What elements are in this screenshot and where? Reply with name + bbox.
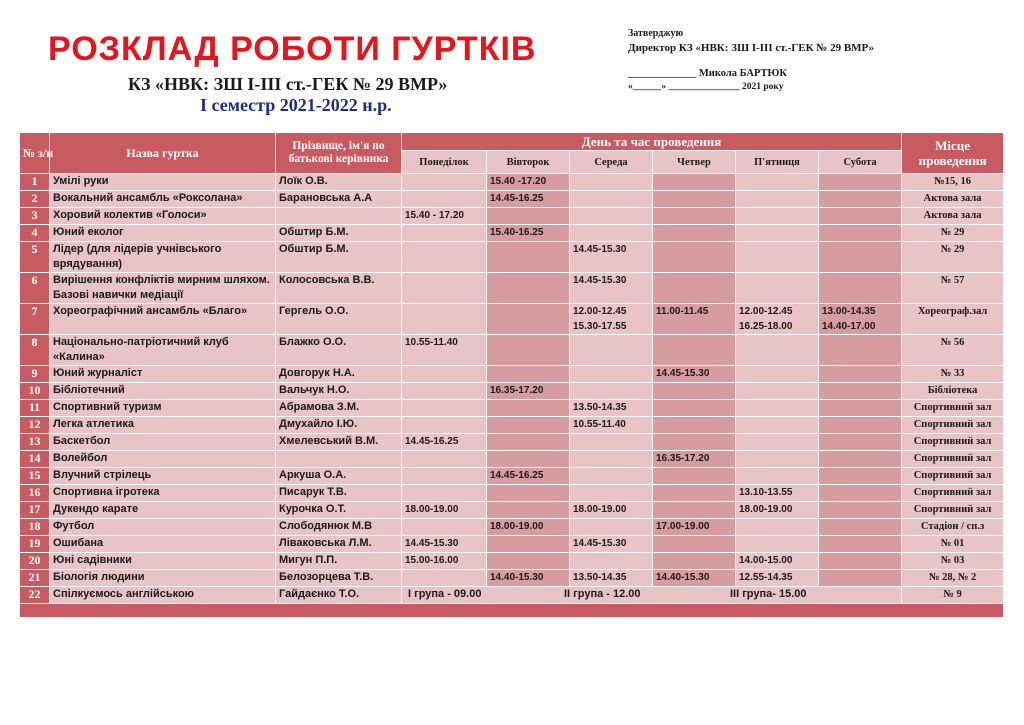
approval-director: Директор КЗ «НВК: ЗШ І-ІІІ ст.-ГЕК № 29 ВМР» xyxy=(628,42,875,54)
time-cell-mon xyxy=(402,225,487,242)
time-cell-fri: 12.55-14.35 xyxy=(736,570,819,587)
table-row xyxy=(20,366,1004,383)
time-cell-fri: 18.00-19.00 xyxy=(736,502,819,519)
teacher-name: Абрамова З.М. xyxy=(276,400,402,417)
time-cell-wed xyxy=(570,383,653,400)
table-row xyxy=(20,519,1004,536)
club-name: Юний журналіст xyxy=(50,366,276,383)
club-name: Юні садівники xyxy=(50,553,276,570)
club-name: Національно-патріотичний клуб «Калина» xyxy=(50,335,276,366)
time-cell-tue: 18.00-19.00 xyxy=(487,519,570,536)
approval-heading: Затверджую xyxy=(628,28,684,39)
row-number: 6 xyxy=(20,273,50,304)
time-cell-fri: 12.00-12.45 16.25-18.00 xyxy=(736,304,819,335)
time-cell-sat xyxy=(819,242,902,273)
time-cell-sat: 13.00-14.35 14.40-17.00 xyxy=(819,304,902,335)
header-day-friday: П'ятниця xyxy=(736,151,819,174)
room-place: Актова зала xyxy=(902,208,1004,225)
table-row xyxy=(20,451,1004,468)
time-cell-sat xyxy=(819,225,902,242)
table-row xyxy=(20,570,1004,587)
time-cell-tue xyxy=(487,417,570,434)
time-cell-fri xyxy=(736,434,819,451)
header-place: Місце проведення xyxy=(902,133,1004,174)
teacher-name: Слободянюк М.В xyxy=(276,519,402,536)
room-place: № 01 xyxy=(902,536,1004,553)
row-number: 4 xyxy=(20,225,50,242)
time-cell-thu xyxy=(653,502,736,519)
table-row xyxy=(20,242,1004,273)
table-row xyxy=(20,191,1004,208)
header-day-thursday: Четвер xyxy=(653,151,736,174)
time-cell-sat xyxy=(819,335,902,366)
time-cell-mon xyxy=(402,485,487,502)
row-number: 8 xyxy=(20,335,50,366)
time-cell-fri xyxy=(736,417,819,434)
club-name: Волейбол xyxy=(50,451,276,468)
time-cell-sat xyxy=(819,553,902,570)
time-cell-sat xyxy=(819,502,902,519)
table-footer-row xyxy=(20,604,1004,618)
time-cell-fri xyxy=(736,242,819,273)
time-cell-mon xyxy=(402,400,487,417)
table-row xyxy=(20,587,1004,604)
time-cell-fri xyxy=(736,383,819,400)
room-place: Хореограф.зал xyxy=(902,304,1004,335)
table-row xyxy=(20,485,1004,502)
time-cell-wed xyxy=(570,451,653,468)
footer-band xyxy=(20,604,1004,618)
time-cell-thu xyxy=(653,225,736,242)
time-cell-mon xyxy=(402,451,487,468)
time-cell-sat xyxy=(819,434,902,451)
time-cell-fri xyxy=(736,468,819,485)
club-name: Бібліотечний xyxy=(50,383,276,400)
time-cell-fri: 14.00-15.00 xyxy=(736,553,819,570)
time-cell-wed xyxy=(570,366,653,383)
time-cell-thu xyxy=(653,553,736,570)
table-row xyxy=(20,383,1004,400)
time-cell-wed: 13.50-14.35 xyxy=(570,400,653,417)
time-cell-wed xyxy=(570,335,653,366)
time-cell-sat xyxy=(819,485,902,502)
row-number: 2 xyxy=(20,191,50,208)
time-cell-wed xyxy=(570,485,653,502)
row-number: 15 xyxy=(20,468,50,485)
row-number: 5 xyxy=(20,242,50,273)
row-number: 9 xyxy=(20,366,50,383)
row-number: 1 xyxy=(20,174,50,191)
time-cell-fri xyxy=(736,335,819,366)
time-cell-mon xyxy=(402,570,487,587)
group-2-time: ІІ група - 12.00 xyxy=(564,588,641,600)
time-cell-sat xyxy=(819,400,902,417)
time-cell-mon xyxy=(402,191,487,208)
time-cell-wed xyxy=(570,553,653,570)
club-name: Умілі руки xyxy=(50,174,276,191)
header-day-tuesday: Вівторок xyxy=(487,151,570,174)
club-name: Спілкуємось англійською xyxy=(50,587,276,604)
row-number: 3 xyxy=(20,208,50,225)
table-row xyxy=(20,536,1004,553)
time-cell-wed xyxy=(570,208,653,225)
page-title: РОЗКЛАД РОБОТИ ГУРТКІВ xyxy=(48,30,537,68)
time-cell-wed: 10.55-11.40 xyxy=(570,417,653,434)
school-name: КЗ «НВК: ЗШ І-ІІІ ст.-ГЕК № 29 ВМР» xyxy=(128,74,448,94)
time-cell-mon: 14.45-16.25 xyxy=(402,434,487,451)
teacher-name: Курочка О.Т. xyxy=(276,502,402,519)
time-cell-wed xyxy=(570,434,653,451)
time-cell-fri xyxy=(736,536,819,553)
table-row xyxy=(20,553,1004,570)
time-cell-mon xyxy=(402,366,487,383)
time-cell-wed xyxy=(570,191,653,208)
time-cell-tue xyxy=(487,434,570,451)
room-place: Стадіон / сп.з xyxy=(902,519,1004,536)
time-cell-sat xyxy=(819,191,902,208)
time-cell-fri xyxy=(736,400,819,417)
time-cell-sat xyxy=(819,570,902,587)
time-cell-mon xyxy=(402,273,487,304)
teacher-name: Обштир Б.М. xyxy=(276,242,402,273)
table-row xyxy=(20,502,1004,519)
room-place: № 29 xyxy=(902,242,1004,273)
group-times xyxy=(402,587,902,604)
row-number: 13 xyxy=(20,434,50,451)
row-number: 16 xyxy=(20,485,50,502)
club-name: Вирішення конфліктів мирним шляхом. Базові навички медіації xyxy=(50,273,276,304)
header-name: Назва гуртка xyxy=(50,133,276,174)
teacher-name: Ліваковська Л.М. xyxy=(276,536,402,553)
table-row xyxy=(20,208,1004,225)
row-number: 21 xyxy=(20,570,50,587)
time-cell-mon xyxy=(402,242,487,273)
room-place: Спортивний зал xyxy=(902,502,1004,519)
time-cell-thu xyxy=(653,242,736,273)
table-row xyxy=(20,400,1004,417)
header-teacher: Прізвище, ім'я по батькові керівника xyxy=(276,133,402,174)
time-cell-thu: 14.45-15.30 xyxy=(653,366,736,383)
row-number: 20 xyxy=(20,553,50,570)
header-day-saturday: Субота xyxy=(819,151,902,174)
time-cell-sat xyxy=(819,417,902,434)
time-cell-thu xyxy=(653,174,736,191)
time-cell-wed: 14.45-15.30 xyxy=(570,536,653,553)
row-number: 19 xyxy=(20,536,50,553)
club-name: Хореографічний ансамбль «Благо» xyxy=(50,304,276,335)
time-cell-wed xyxy=(570,174,653,191)
time-cell-thu xyxy=(653,383,736,400)
time-cell-sat xyxy=(819,383,902,400)
room-place: № 29 xyxy=(902,225,1004,242)
time-cell-tue: 15.40-16.25 xyxy=(487,225,570,242)
time-cell-wed: 18.00-19.00 xyxy=(570,502,653,519)
table-row xyxy=(20,225,1004,242)
row-number: 12 xyxy=(20,417,50,434)
time-cell-fri xyxy=(736,174,819,191)
time-cell-thu xyxy=(653,485,736,502)
time-cell-wed: 14.45-15.30 xyxy=(570,273,653,304)
club-name: Спортивний туризм xyxy=(50,400,276,417)
time-cell-thu: 16.35-17.20 xyxy=(653,451,736,468)
room-place: Спортивний зал xyxy=(902,451,1004,468)
time-cell-sat xyxy=(819,366,902,383)
time-cell-tue xyxy=(487,208,570,225)
club-name: Юний еколог xyxy=(50,225,276,242)
teacher-name: Барановська А.А xyxy=(276,191,402,208)
time-cell-mon xyxy=(402,417,487,434)
schedule-table xyxy=(19,132,1004,618)
time-cell-tue xyxy=(487,304,570,335)
time-cell-sat xyxy=(819,536,902,553)
time-cell-fri xyxy=(736,519,819,536)
semester-label: І семестр 2021-2022 н.р. xyxy=(200,95,392,115)
row-number: 14 xyxy=(20,451,50,468)
club-name: Футбол xyxy=(50,519,276,536)
club-name: Влучний стрілець xyxy=(50,468,276,485)
time-cell-thu xyxy=(653,434,736,451)
time-cell-wed: 12.00-12.45 15.30-17.55 xyxy=(570,304,653,335)
room-place: Спортивний зал xyxy=(902,434,1004,451)
room-place: № 03 xyxy=(902,553,1004,570)
time-cell-wed: 13.50-14.35 xyxy=(570,570,653,587)
teacher-name: Хмелевський В.М. xyxy=(276,434,402,451)
time-cell-mon: 14.45-15.30 xyxy=(402,536,487,553)
room-place: Актова зала xyxy=(902,191,1004,208)
teacher-name: Лоїк О.В. xyxy=(276,174,402,191)
teacher-name: Гергель О.О. xyxy=(276,304,402,335)
time-cell-wed: 14.45-15.30 xyxy=(570,242,653,273)
club-name: Легка атлетика xyxy=(50,417,276,434)
time-cell-fri xyxy=(736,191,819,208)
room-place: № 57 xyxy=(902,273,1004,304)
teacher-name: Гайдаєнко Т.О. xyxy=(276,587,402,604)
club-name: Ошибана xyxy=(50,536,276,553)
table-row xyxy=(20,434,1004,451)
room-place: Спортивний зал xyxy=(902,417,1004,434)
time-cell-tue xyxy=(487,451,570,468)
time-cell-tue xyxy=(487,335,570,366)
room-place: Спортивний зал xyxy=(902,400,1004,417)
time-cell-sat xyxy=(819,451,902,468)
table-row xyxy=(20,174,1004,191)
time-cell-mon xyxy=(402,304,487,335)
row-number: 22 xyxy=(20,587,50,604)
room-place: Спортивний зал xyxy=(902,485,1004,502)
time-cell-fri xyxy=(736,225,819,242)
header-day-monday: Понеділок xyxy=(402,151,487,174)
time-cell-mon xyxy=(402,519,487,536)
time-cell-tue: 14.45-16.25 xyxy=(487,191,570,208)
time-cell-wed xyxy=(570,225,653,242)
club-name: Біологія людини xyxy=(50,570,276,587)
time-cell-mon xyxy=(402,383,487,400)
group-3-time: ІІІ група- 15.00 xyxy=(730,588,807,600)
room-place: № 33 xyxy=(902,366,1004,383)
header-num: № з/п xyxy=(20,133,50,174)
approval-date: «______» _______________ 2021 року xyxy=(628,82,784,92)
row-number: 18 xyxy=(20,519,50,536)
time-cell-mon: 18.00-19.00 xyxy=(402,502,487,519)
time-cell-wed xyxy=(570,468,653,485)
time-cell-tue xyxy=(487,485,570,502)
club-name: Вокальний ансамбль «Роксолана» xyxy=(50,191,276,208)
time-cell-sat xyxy=(819,174,902,191)
room-place: Бібліотека xyxy=(902,383,1004,400)
time-cell-thu xyxy=(653,191,736,208)
teacher-name: Колосовська В.В. xyxy=(276,273,402,304)
table-row xyxy=(20,273,1004,304)
time-cell-sat xyxy=(819,519,902,536)
room-place: № 28, № 2 xyxy=(902,570,1004,587)
room-place: №15, 16 xyxy=(902,174,1004,191)
time-cell-fri xyxy=(736,451,819,468)
table-row xyxy=(20,304,1004,335)
teacher-name: Аркуша О.А. xyxy=(276,468,402,485)
time-cell-thu xyxy=(653,273,736,304)
group-1-time: І група - 09.00 xyxy=(408,588,482,600)
club-name: Дукендо карате xyxy=(50,502,276,519)
time-cell-mon: 10.55-11.40 xyxy=(402,335,487,366)
time-cell-tue xyxy=(487,553,570,570)
header-days-group: День та час проведення xyxy=(402,133,902,151)
time-cell-tue: 14.40-15.30 xyxy=(487,570,570,587)
time-cell-tue xyxy=(487,366,570,383)
time-cell-fri xyxy=(736,273,819,304)
row-number: 7 xyxy=(20,304,50,335)
time-cell-sat xyxy=(819,468,902,485)
time-cell-sat xyxy=(819,208,902,225)
time-cell-thu: 17.00-19.00 xyxy=(653,519,736,536)
teacher-name: Вальчук Н.О. xyxy=(276,383,402,400)
teacher-name: Довгорук Н.А. xyxy=(276,366,402,383)
teacher-name xyxy=(276,208,402,225)
time-cell-tue xyxy=(487,400,570,417)
time-cell-tue: 15.40 -17.20 xyxy=(487,174,570,191)
time-cell-thu xyxy=(653,400,736,417)
teacher-name: Блажко О.О. xyxy=(276,335,402,366)
time-cell-thu xyxy=(653,208,736,225)
teacher-name: Мигун П.П. xyxy=(276,553,402,570)
row-number: 17 xyxy=(20,502,50,519)
club-name: Спортивна ігротека xyxy=(50,485,276,502)
time-cell-mon: 15.40 - 17.20 xyxy=(402,208,487,225)
time-cell-tue xyxy=(487,273,570,304)
time-cell-wed xyxy=(570,519,653,536)
teacher-name: Обштир Б.М. xyxy=(276,225,402,242)
table-row xyxy=(20,417,1004,434)
club-name: Лідер (для лідерів учнівського врядування) xyxy=(50,242,276,273)
table-row xyxy=(20,468,1004,485)
time-cell-tue xyxy=(487,536,570,553)
time-cell-sat xyxy=(819,273,902,304)
time-cell-mon: 15.00-16.00 xyxy=(402,553,487,570)
time-cell-fri: 13.10-13.55 xyxy=(736,485,819,502)
header-day-wednesday: Середа xyxy=(570,151,653,174)
schedule-rows xyxy=(20,174,1004,587)
time-cell-mon xyxy=(402,468,487,485)
time-cell-tue xyxy=(487,502,570,519)
time-cell-thu xyxy=(653,468,736,485)
approval-signature: _____________ Микола БАРТЮК xyxy=(628,68,787,79)
teacher-name xyxy=(276,451,402,468)
table-row xyxy=(20,335,1004,366)
time-cell-tue: 14.45-16.25 xyxy=(487,468,570,485)
row-number: 10 xyxy=(20,383,50,400)
time-cell-thu xyxy=(653,536,736,553)
teacher-name: Белозорцева Т.В. xyxy=(276,570,402,587)
time-cell-thu: 11.00-11.45 xyxy=(653,304,736,335)
time-cell-thu xyxy=(653,335,736,366)
room-place: № 56 xyxy=(902,335,1004,366)
time-cell-tue: 16.35-17.20 xyxy=(487,383,570,400)
room-place: № 9 xyxy=(902,587,1004,604)
room-place: Спортивний зал xyxy=(902,468,1004,485)
time-cell-tue xyxy=(487,242,570,273)
teacher-name: Писарук Т.В. xyxy=(276,485,402,502)
time-cell-fri xyxy=(736,208,819,225)
club-name: Баскетбол xyxy=(50,434,276,451)
time-cell-thu: 14.40-15.30 xyxy=(653,570,736,587)
row-number: 11 xyxy=(20,400,50,417)
time-cell-thu xyxy=(653,417,736,434)
club-name: Хоровий колектив «Голоси» xyxy=(50,208,276,225)
time-cell-fri xyxy=(736,366,819,383)
time-cell-mon xyxy=(402,174,487,191)
teacher-name: Дмухайло І.Ю. xyxy=(276,417,402,434)
